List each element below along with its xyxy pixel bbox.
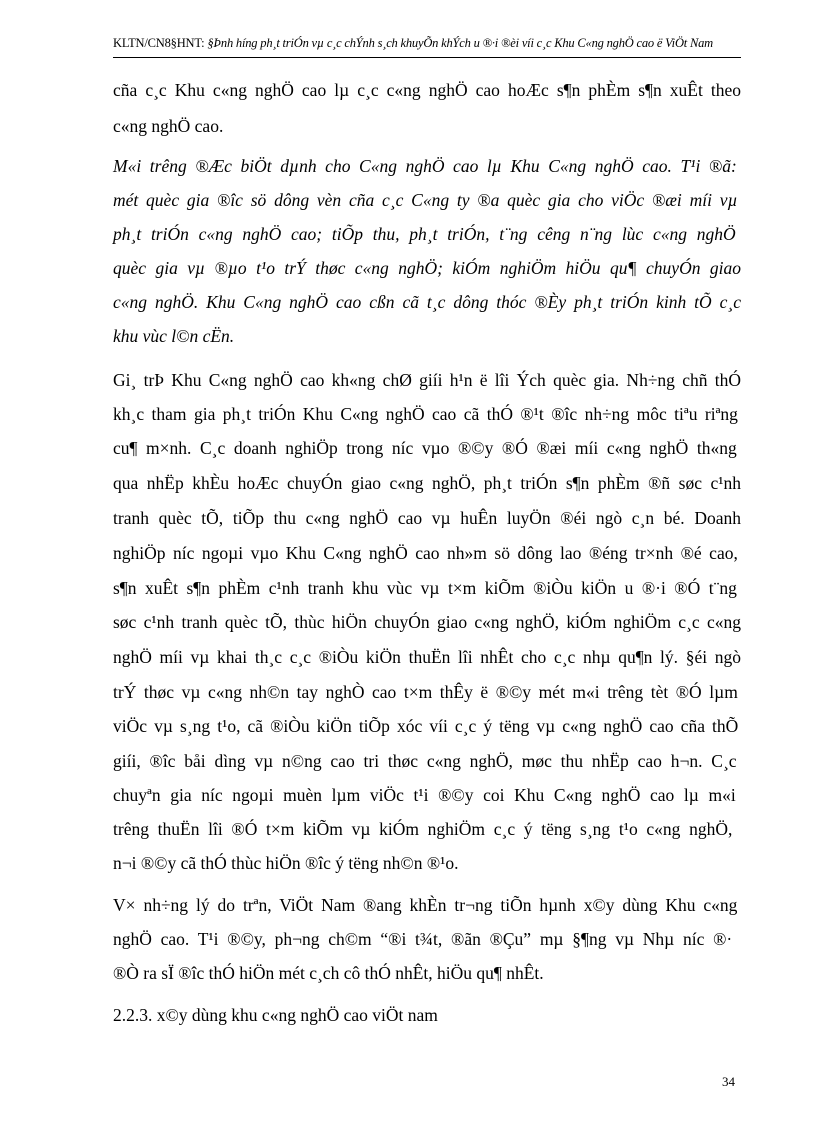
paragraph-2-line-3: ph¸t triÓn c«ng nghÖ cao; tiÕp thu, ph¸t triÓn, t¨ng cêng n¨ng lùc c«ng nghÖ [113, 224, 736, 244]
paragraph-2-line-6: khu vùc l©n cËn. [113, 326, 235, 346]
paragraph-3-line-11: viÖc vµ s¸ng t¹o, cã ®iÒu kiÖn tiÕp xóc víi c¸c ý tëng vµ c«ng nghÖ cao cña thÕ [113, 716, 739, 736]
paragraph-3-line-5: tranh quèc tÕ, tiÕp thu c«ng nghÖ cao vµ huÊn luyÖn ®éi ngò c¸n bé. Doanh [113, 508, 741, 528]
paragraph-3-line-2: kh¸c tham gia ph¸t triÓn Khu C«ng nghÖ cao cã thÓ ®¹t ®îc nh÷ng môc tiªu riªng [113, 404, 738, 424]
paragraph-2-line-2: mét quèc gia ®îc sö dông vèn cña c¸c C«ng ty ®a quèc gia cho viÖc ®æi míi vµ [113, 190, 738, 210]
paragraph-4-line-1: V× nh÷ng lý do trªn, ViÖt Nam ®ang khÈn tr¬ng tiÕn hµnh x©y dùng Khu c«ng [113, 895, 738, 915]
paragraph-1-line-1: cña c¸c Khu c«ng nghÖ cao lµ c¸c c«ng nghÖ cao hoÆc s¶n phÈm s¶n xuÊt theo [113, 80, 741, 100]
paragraph-2-line-1: M«i trêng ®Æc biÖt dµnh cho C«ng nghÖ cao lµ Khu C«ng nghÖ cao. T¹i ®ã: [113, 156, 737, 176]
paragraph-3-line-3: cu¶ m×nh. C¸c doanh nghiÖp trong níc vµo ®©y ®Ó ®æi míi c«ng nghÖ th«ng [113, 438, 737, 458]
paragraph-3-line-7: s¶n xuÊt s¶n phÈm c¹nh tranh khu vùc vµ t×m kiÕm ®iÒu kiÖn u ®·i ®Ó t¨ng [113, 578, 737, 598]
header-code: KLTN/CN8§HNT: [113, 36, 205, 50]
paragraph-4-line-3: ®Ò ra sÏ ®îc thÓ hiÖn mét c¸ch cô thÓ nhÊt, hiÖu qu¶ nhÊt. [113, 963, 544, 983]
paragraph-3-line-10: trÝ thøc vµ c«ng nh©n tay nghÒ cao t×m thÊy ë ®©y mét m«i trêng tèt ®Ó lµm [113, 682, 738, 702]
paragraph-2-line-4: quèc gia vµ ®µo t¹o trÝ thøc c«ng nghÖ; kiÓm nghiÖm hiÖu qu¶ chuyÓn giao [113, 258, 741, 278]
paragraph-3-line-6: nghiÖp níc ngoµi vµo Khu C«ng nghÖ cao nh»m sö dông lao ®éng tr×nh ®é cao, [113, 543, 738, 563]
paragraph-3-line-14: trêng thuËn lîi ®Ó t×m kiÕm vµ kiÓm nghiÖm c¸c ý tëng s¸ng t¹o c«ng nghÖ, [113, 819, 733, 839]
paragraph-4-line-2: nghÖ cao. T¹i ®©y, ph¬ng ch©m “®i t¾t, ®ãn ®Çu” mµ §¶ng vµ Nhµ níc ®· [113, 929, 733, 949]
page-number: 34 [722, 1074, 735, 1089]
paragraph-1-line-2: c«ng nghÖ cao. [113, 116, 224, 136]
paragraph-3-line-15: n¬i ®©y cã thÓ thùc hiÖn ®îc ý tëng nh©n ®¹o. [113, 853, 459, 873]
paragraph-3-line-12: giíi, ®îc båi dìng vµ n©ng cao tri thøc c«ng nghÖ, møc thu nhËp cao h¬n. C¸c [113, 751, 737, 771]
running-header [113, 36, 741, 51]
paragraph-3-line-9: nghÖ míi vµ khai th¸c c¸c ®iÒu kiÖn thuËn lîi nhÊt cho c¸c nhµ qu¶n lý. §éi ngò [113, 647, 741, 667]
paragraph-3-line-13: chuyªn gia níc ngoµi muèn lµm viÖc t¹i ®©y coi Khu C«ng nghÖ cao lµ m«i [113, 785, 736, 805]
paragraph-3-line-8: søc c¹nh tranh quèc tÕ, thùc hiÖn chuyÓn giao c«ng nghÖ, kiÓm nghiÖm c¸c c«ng [113, 612, 741, 632]
paragraph-5-line-1: 2.2.3. x©y dùng khu c«ng nghÖ cao viÖt nam [113, 1005, 438, 1025]
header-title: §Þnh híng ph¸t triÓn vµ c¸c chÝnh s¸ch khuyÕn khÝch u ®·i ®èi víi c¸c Khu C«ng nghÖ cao ë ViÖt Nam [207, 36, 713, 50]
paragraph-2-line-5: c«ng nghÖ. Khu C«ng nghÖ cao cßn cã t¸c dông thóc ®Èy ph¸t triÓn kinh tÕ c¸c [113, 292, 741, 312]
paragraph-3-line-1: Gi¸ trÞ Khu C«ng nghÖ cao kh«ng chØ giíi h¹n ë lîi Ých quèc gia. Nh÷ng chñ thÓ [113, 370, 741, 390]
header-rule [113, 57, 741, 58]
paragraph-3-line-4: qua nhËp khÈu hoÆc chuyÓn giao c«ng nghÖ, ph¸t triÓn s¶n phÈm ®ñ søc c¹nh [113, 473, 741, 493]
